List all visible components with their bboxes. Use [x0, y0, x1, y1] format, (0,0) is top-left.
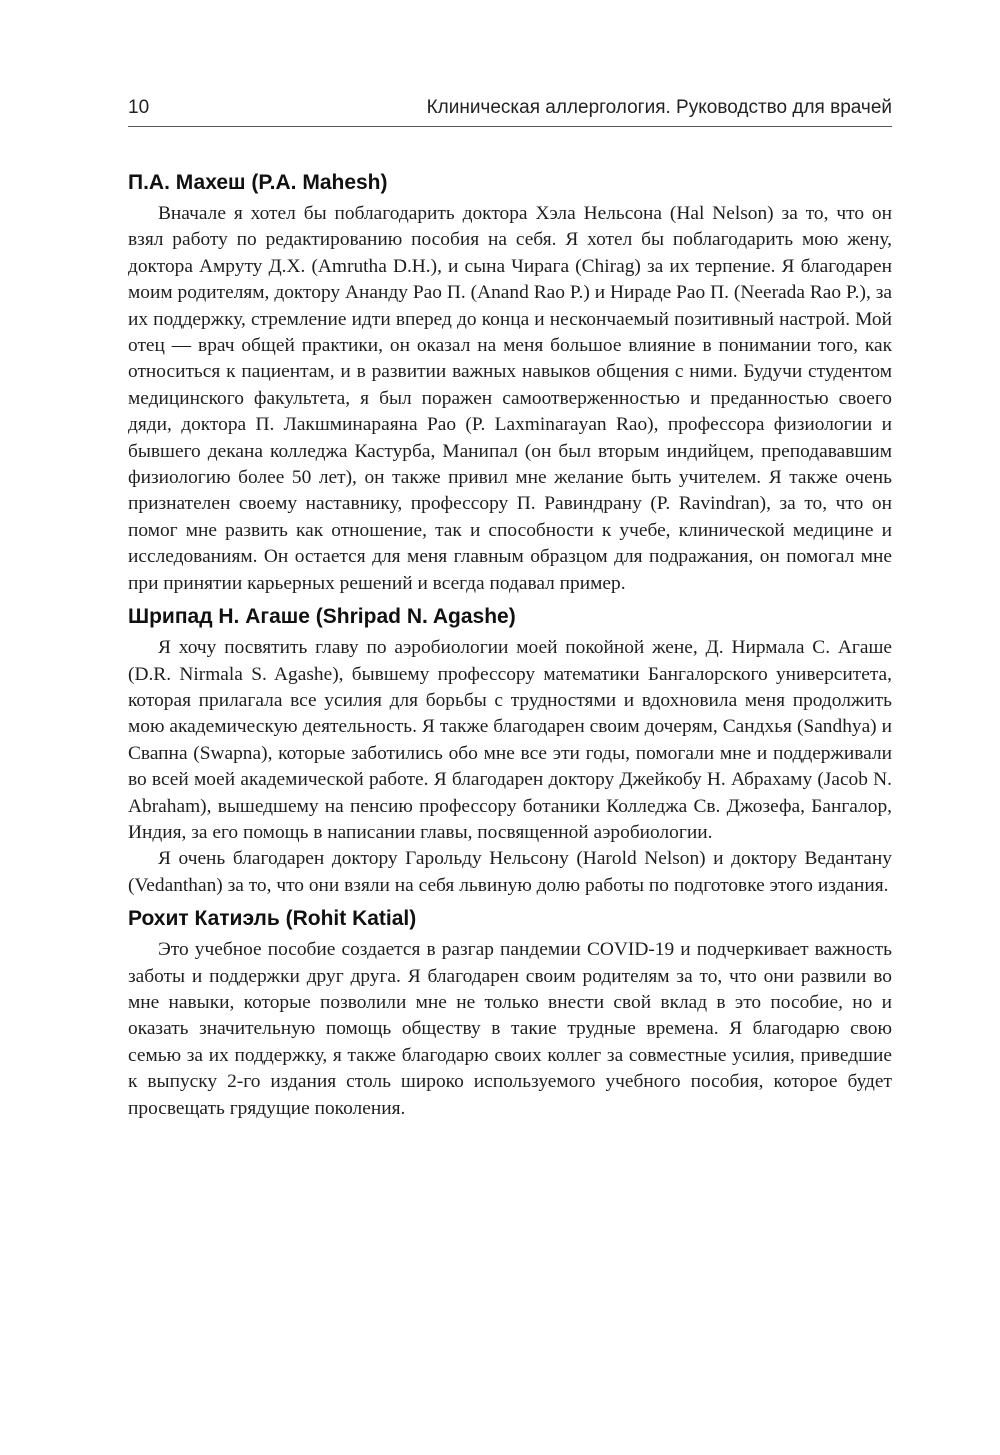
section-katial: [128, 905, 892, 1122]
page-number: 10: [128, 97, 150, 118]
book-page: [128, 96, 892, 1122]
section-heading: Рохит Катиэль (Rohit Katial): [128, 907, 417, 931]
running-title: Клиническая аллергология. Руководство для врачей: [426, 97, 892, 118]
running-header: [128, 96, 892, 127]
section-heading: П.А. Махеш (P.A. Mahesh): [128, 171, 388, 194]
paragraph: Вначале я хотел бы поблагодарить доктора Хэла Нельсона (Hal Nelson) за то, что он взял работу по редактированию пособия на себя. Я хотел бы поблагодарить мою жену, доктора Амруту Д.Х. (Amrutha D.H.), и сына Чирага (Chirag) за их терпение. Я благодарен моим родителям, доктору Ананду Рао П. (Anand Rao P.) и Нираде Рао П. (Neerada Rao P.), за их поддержку, стремление идти вперед до конца и нескончаемый позитивный настрой. Мой отец — врач общей практики, он оказал на меня большое влияние в понимании того, как относиться к пациентам, и в развитии важных навыков общения с ними. Будучи студентом медицинского факультета, я был поражен самоотверженностью и преданностью своего дяди, доктора П. Лакшминараяна Рао (P. Laxminarayan Rao), профессора физиологии и бывшего декана колледжа Кастурба, Манипал (он был вторым индийцем, преподававшим физиологию более 50 лет), он также привил мне желание быть учителем. Я также очень признателен своему наставнику, профессору П. Равиндрану (P. Ravindran), за то, что он помог мне развить как отношение, так и способности к учебе, клинической медицине и исследованиям. Он остается для меня главным образцом для подражания, он помогал мне при принятии карьерных решений и всегда подавал пример.: [128, 203, 892, 594]
paragraph: Я очень благодарен доктору Гарольду Нельсону (Harold Nelson) и доктору Ведантану (Vedanthan) за то, что они взяли на себя львиную долю работы по подготовке этого издания.: [128, 848, 892, 896]
section-agashe: [128, 603, 892, 899]
paragraph: Это учебное пособие создается в разгар пандемии COVID-19 и подчеркивает важность заботы и поддержки друг друга. Я благодарен своим родителям за то, что они развили во мне навыки, которые позволили мне не только внести свой вклад в это пособие, но и оказать значительную помощь обществу в такие трудные времена. Я благодарю свою семью за их поддержку, я также благодарю своих коллег за совместные усилия, приведшие к выпуску 2-го издания столь широко используемого учебного пособия, которое будет просвещать грядущие поколения.: [128, 939, 892, 1119]
section-mahesh: [128, 169, 892, 597]
paragraph: Я хочу посвятить главу по аэробиологии моей покойной жене, Д. Нирмала С. Агаше (D.R. Nirmala S. Agashe), бывшему профессору математики Бангалорского университета, которая прилагала все усилия для борьбы с трудностями и вдохновила меня продолжить мою академическую деятельность. Я также благодарен своим дочерям, Сандхья (Sandhya) и Свапна (Swapna), которые заботились обо мне все эти годы, помогали мне и поддерживали во всей моей академической работе. Я благодарен доктору Джейкобу Н. Абрахаму (Jacob N. Abraham), вышедшему на пенсию профессору ботаники Колледжа Св. Джозефа, Бангалор, Индия, за его помощь в написании главы, посвященной аэробиологии.: [128, 637, 892, 843]
section-heading: Шрипад Н. Агаше (Shripad N. Agashe): [128, 605, 516, 629]
